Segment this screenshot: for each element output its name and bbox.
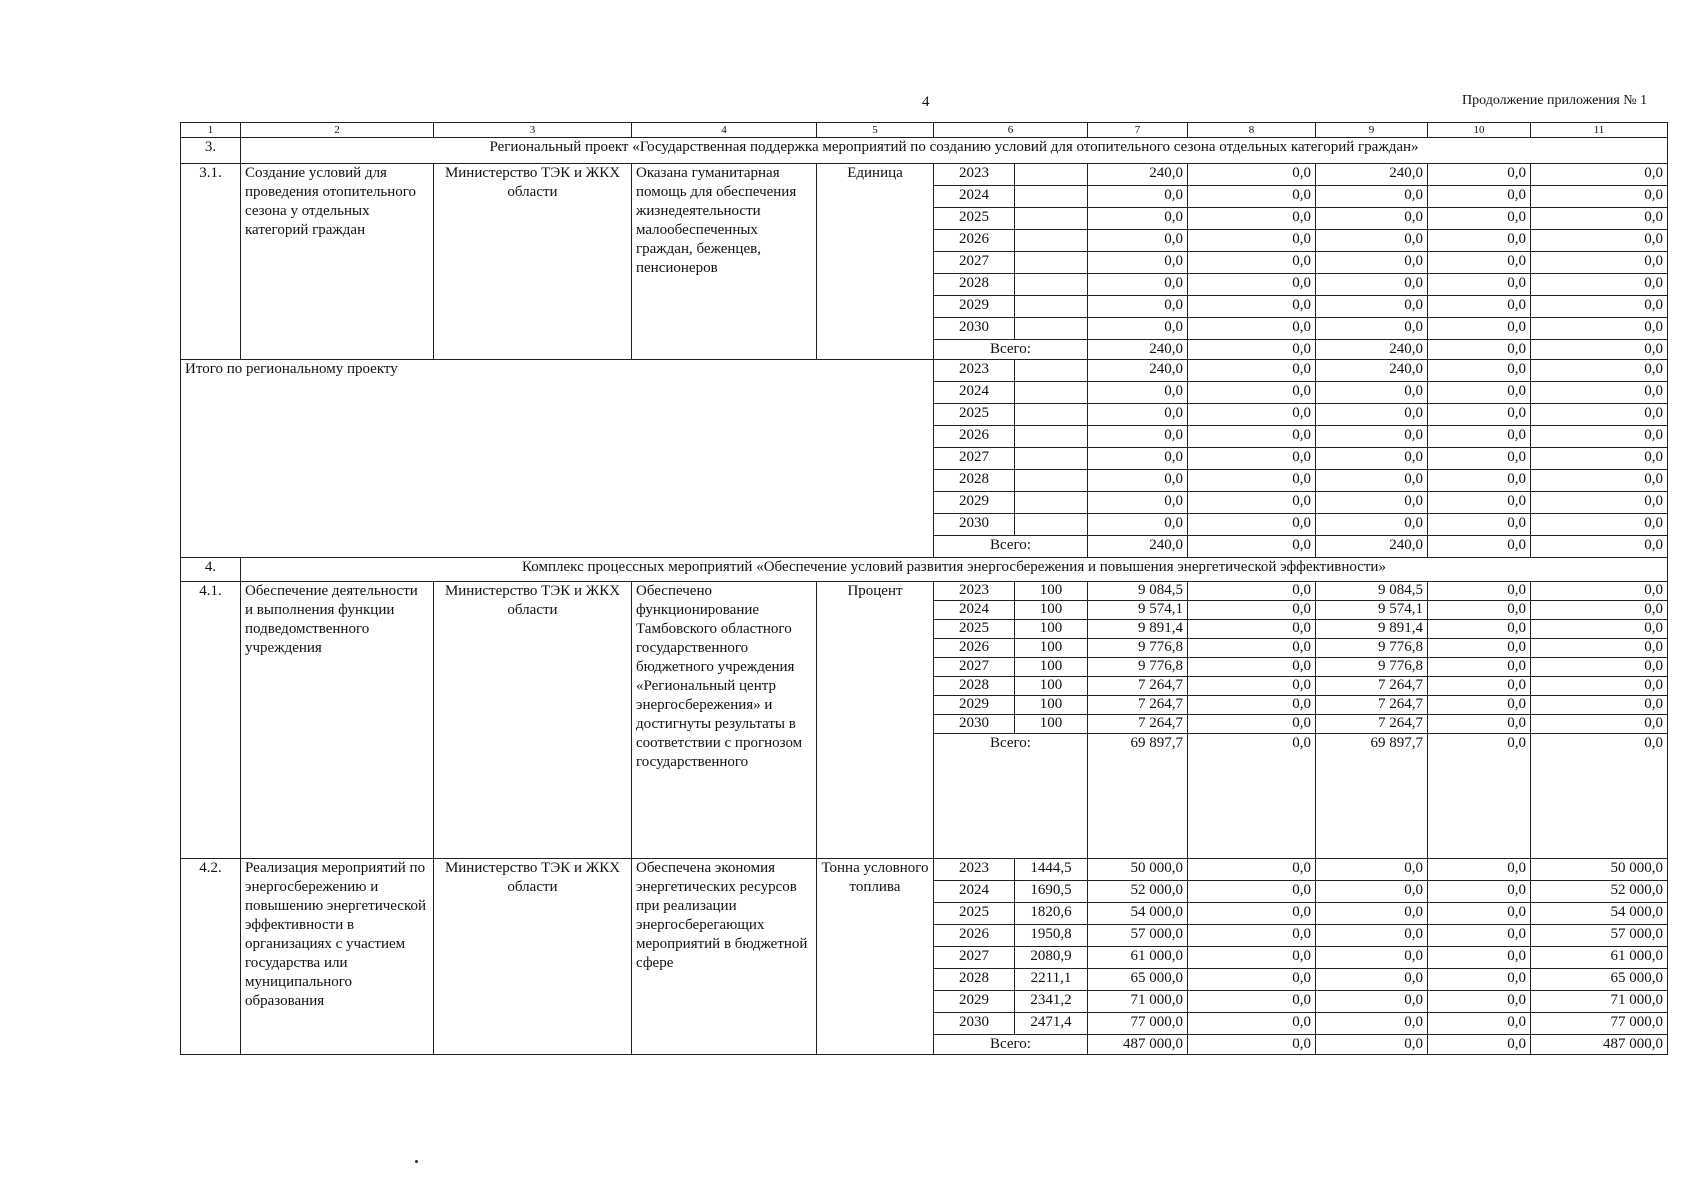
amount-cell: 7 264,7 <box>1088 696 1188 715</box>
item-executor: Министерство ТЭК и ЖКХ области <box>434 582 632 859</box>
amount-cell: 0,0 <box>1531 404 1668 426</box>
amount-cell: 0,0 <box>1428 903 1531 925</box>
amount-cell: 9 776,8 <box>1316 658 1428 677</box>
section-title: Региональный проект «Государственная поддержка мероприятий по созданию условий для отопительного сезона отдельных категорий граждан» <box>241 138 1668 164</box>
amount-cell: 0,0 <box>1428 448 1531 470</box>
amount-cell: 0,0 <box>1428 426 1531 448</box>
section-row <box>181 138 1668 164</box>
item-number: 4.1. <box>181 582 241 859</box>
amount-cell: 0,0 <box>1188 881 1316 903</box>
table-row <box>181 859 1668 881</box>
year-cell: 2028 <box>934 969 1015 991</box>
target-cell: 2080,9 <box>1015 947 1088 969</box>
amount-cell: 0,0 <box>1428 677 1531 696</box>
header-cell: 11 <box>1531 123 1668 138</box>
target-cell <box>1015 186 1088 208</box>
amount-cell: 0,0 <box>1316 969 1428 991</box>
year-cell: 2027 <box>934 448 1015 470</box>
amount-cell: 0,0 <box>1188 925 1316 947</box>
header-cell: 3 <box>434 123 632 138</box>
item-result: Оказана гуманитарная помощь для обеспечения жизнедеятельности малообеспеченных граждан, беженцев, пенсионеров <box>632 164 817 360</box>
amount-cell: 0,0 <box>1188 1013 1316 1035</box>
item-name: Создание условий для проведения отопительного сезона у отдельных категорий граждан <box>241 164 434 360</box>
amount-cell: 0,0 <box>1188 470 1316 492</box>
amount-cell: 7 264,7 <box>1088 677 1188 696</box>
amount-cell: 0,0 <box>1088 186 1188 208</box>
amount-cell: 0,0 <box>1428 620 1531 639</box>
amount-cell: 9 776,8 <box>1088 639 1188 658</box>
section-row <box>181 558 1668 582</box>
amount-cell: 71 000,0 <box>1531 991 1668 1013</box>
target-cell: 1820,6 <box>1015 903 1088 925</box>
amount-cell: 240,0 <box>1316 164 1428 186</box>
amount-cell: 0,0 <box>1188 492 1316 514</box>
amount-cell: 0,0 <box>1188 164 1316 186</box>
header-cell: 8 <box>1188 123 1316 138</box>
amount-cell: 0,0 <box>1531 274 1668 296</box>
total-amount: 0,0 <box>1428 1035 1531 1055</box>
amount-cell: 0,0 <box>1088 208 1188 230</box>
amount-cell: 0,0 <box>1531 382 1668 404</box>
target-cell: 100 <box>1015 677 1088 696</box>
amount-cell: 0,0 <box>1316 296 1428 318</box>
section-title: Комплекс процессных мероприятий «Обеспечение условий развития энергосбережения и повышения энергетической эффективности» <box>241 558 1668 582</box>
amount-cell: 0,0 <box>1188 601 1316 620</box>
year-cell: 2030 <box>934 715 1015 734</box>
amount-cell: 240,0 <box>1088 164 1188 186</box>
amount-cell: 9 084,5 <box>1316 582 1428 601</box>
total-amount: 0,0 <box>1188 340 1316 360</box>
regional-total-label: Итого по региональному проекту <box>181 360 934 558</box>
header-cell: 5 <box>817 123 934 138</box>
header-cell: 9 <box>1316 123 1428 138</box>
amount-cell: 9 084,5 <box>1088 582 1188 601</box>
item-result: Обеспечено функционирование Тамбовского областного государственного бюджетного учреждения «Региональный центр энергосбережения» и достигнуты результаты в соответствии с прогнозом государственного <box>632 582 817 859</box>
target-cell: 2211,1 <box>1015 969 1088 991</box>
amount-cell: 61 000,0 <box>1088 947 1188 969</box>
target-cell: 100 <box>1015 601 1088 620</box>
amount-cell: 0,0 <box>1428 715 1531 734</box>
item-result: Обеспечена экономия энергетических ресурсов при реализации энергосберегающих мероприятий в бюджетной сфере <box>632 859 817 1055</box>
amount-cell: 0,0 <box>1316 404 1428 426</box>
amount-cell: 0,0 <box>1188 426 1316 448</box>
section-number: 3. <box>181 138 241 164</box>
amount-cell: 0,0 <box>1088 318 1188 340</box>
amount-cell: 0,0 <box>1428 696 1531 715</box>
amount-cell: 0,0 <box>1188 252 1316 274</box>
year-cell: 2029 <box>934 991 1015 1013</box>
year-cell: 2023 <box>934 164 1015 186</box>
amount-cell: 0,0 <box>1188 639 1316 658</box>
amount-cell: 0,0 <box>1531 492 1668 514</box>
amount-cell: 0,0 <box>1531 658 1668 677</box>
target-cell <box>1015 252 1088 274</box>
year-cell: 2023 <box>934 360 1015 382</box>
amount-cell: 50 000,0 <box>1088 859 1188 881</box>
target-cell: 1444,5 <box>1015 859 1088 881</box>
amount-cell: 0,0 <box>1316 925 1428 947</box>
amount-cell: 9 891,4 <box>1316 620 1428 639</box>
year-cell: 2026 <box>934 639 1015 658</box>
target-cell <box>1015 318 1088 340</box>
year-cell: 2025 <box>934 404 1015 426</box>
amount-cell: 7 264,7 <box>1316 677 1428 696</box>
financing-table <box>180 122 1668 1055</box>
amount-cell: 0,0 <box>1428 208 1531 230</box>
total-label: Всего: <box>934 340 1088 360</box>
amount-cell: 0,0 <box>1188 296 1316 318</box>
amount-cell: 0,0 <box>1316 186 1428 208</box>
amount-cell: 71 000,0 <box>1088 991 1188 1013</box>
item-name: Обеспечение деятельности и выполнения функции подведомственного учреждения <box>241 582 434 859</box>
year-cell: 2030 <box>934 318 1015 340</box>
continuation-note: Продолжение приложения № 1 <box>1462 93 1648 108</box>
amount-cell: 0,0 <box>1428 947 1531 969</box>
amount-cell: 0,0 <box>1428 164 1531 186</box>
section-number: 4. <box>181 558 241 582</box>
amount-cell: 0,0 <box>1316 881 1428 903</box>
amount-cell: 57 000,0 <box>1088 925 1188 947</box>
amount-cell: 0,0 <box>1531 677 1668 696</box>
amount-cell: 0,0 <box>1316 1013 1428 1035</box>
amount-cell: 0,0 <box>1188 903 1316 925</box>
amount-cell: 57 000,0 <box>1531 925 1668 947</box>
target-cell <box>1015 492 1088 514</box>
amount-cell: 0,0 <box>1531 514 1668 536</box>
amount-cell: 0,0 <box>1316 470 1428 492</box>
target-cell <box>1015 360 1088 382</box>
amount-cell: 9 891,4 <box>1088 620 1188 639</box>
total-amount: 0,0 <box>1531 536 1668 558</box>
year-cell: 2026 <box>934 925 1015 947</box>
table-row <box>181 360 1668 382</box>
amount-cell: 0,0 <box>1188 658 1316 677</box>
amount-cell: 0,0 <box>1188 514 1316 536</box>
target-cell: 2341,2 <box>1015 991 1088 1013</box>
target-cell <box>1015 514 1088 536</box>
amount-cell: 240,0 <box>1088 360 1188 382</box>
page-number: 4 <box>922 94 930 110</box>
item-unit: Единица <box>817 164 934 360</box>
amount-cell: 0,0 <box>1531 620 1668 639</box>
amount-cell: 0,0 <box>1088 470 1188 492</box>
total-amount: 0,0 <box>1428 734 1531 859</box>
amount-cell: 9 776,8 <box>1316 639 1428 658</box>
year-cell: 2027 <box>934 252 1015 274</box>
total-label: Всего: <box>934 536 1088 558</box>
amount-cell: 0,0 <box>1531 582 1668 601</box>
amount-cell: 0,0 <box>1428 360 1531 382</box>
target-cell: 1950,8 <box>1015 925 1088 947</box>
year-cell: 2024 <box>934 382 1015 404</box>
amount-cell: 0,0 <box>1316 208 1428 230</box>
amount-cell: 0,0 <box>1188 582 1316 601</box>
year-cell: 2025 <box>934 620 1015 639</box>
scan-speck <box>415 1160 418 1163</box>
total-label: Всего: <box>934 734 1088 859</box>
total-amount: 0,0 <box>1531 340 1668 360</box>
amount-cell: 0,0 <box>1188 318 1316 340</box>
amount-cell: 0,0 <box>1316 492 1428 514</box>
amount-cell: 0,0 <box>1531 601 1668 620</box>
amount-cell: 52 000,0 <box>1088 881 1188 903</box>
amount-cell: 0,0 <box>1088 448 1188 470</box>
amount-cell: 0,0 <box>1531 252 1668 274</box>
amount-cell: 0,0 <box>1088 382 1188 404</box>
total-amount: 0,0 <box>1188 536 1316 558</box>
amount-cell: 0,0 <box>1316 230 1428 252</box>
amount-cell: 0,0 <box>1088 296 1188 318</box>
amount-cell: 7 264,7 <box>1316 696 1428 715</box>
amount-cell: 0,0 <box>1088 230 1188 252</box>
amount-cell: 9 776,8 <box>1088 658 1188 677</box>
target-cell: 100 <box>1015 639 1088 658</box>
year-cell: 2029 <box>934 296 1015 318</box>
amount-cell: 0,0 <box>1188 208 1316 230</box>
target-cell <box>1015 470 1088 492</box>
item-number: 4.2. <box>181 859 241 1055</box>
total-amount: 487 000,0 <box>1531 1035 1668 1055</box>
year-cell: 2029 <box>934 492 1015 514</box>
year-cell: 2028 <box>934 470 1015 492</box>
target-cell: 2471,4 <box>1015 1013 1088 1035</box>
amount-cell: 0,0 <box>1428 658 1531 677</box>
year-cell: 2026 <box>934 426 1015 448</box>
amount-cell: 65 000,0 <box>1088 969 1188 991</box>
amount-cell: 0,0 <box>1188 382 1316 404</box>
amount-cell: 0,0 <box>1428 186 1531 208</box>
year-cell: 2029 <box>934 696 1015 715</box>
amount-cell: 54 000,0 <box>1531 903 1668 925</box>
amount-cell: 0,0 <box>1188 448 1316 470</box>
year-cell: 2026 <box>934 230 1015 252</box>
target-cell <box>1015 208 1088 230</box>
target-cell: 100 <box>1015 696 1088 715</box>
amount-cell: 0,0 <box>1316 514 1428 536</box>
total-label: Всего: <box>934 1035 1088 1055</box>
total-amount: 69 897,7 <box>1316 734 1428 859</box>
year-cell: 2024 <box>934 186 1015 208</box>
header-cell: 1 <box>181 123 241 138</box>
year-cell: 2027 <box>934 658 1015 677</box>
amount-cell: 0,0 <box>1428 492 1531 514</box>
item-executor: Министерство ТЭК и ЖКХ области <box>434 164 632 360</box>
amount-cell: 0,0 <box>1188 677 1316 696</box>
amount-cell: 0,0 <box>1188 715 1316 734</box>
header-cell: 10 <box>1428 123 1531 138</box>
target-cell: 100 <box>1015 658 1088 677</box>
target-cell <box>1015 448 1088 470</box>
amount-cell: 65 000,0 <box>1531 969 1668 991</box>
year-cell: 2024 <box>934 881 1015 903</box>
amount-cell: 0,0 <box>1428 470 1531 492</box>
amount-cell: 0,0 <box>1428 925 1531 947</box>
header-cell: 6 <box>934 123 1088 138</box>
amount-cell: 0,0 <box>1428 881 1531 903</box>
amount-cell: 0,0 <box>1531 696 1668 715</box>
amount-cell: 0,0 <box>1531 186 1668 208</box>
amount-cell: 0,0 <box>1428 1013 1531 1035</box>
header-cell: 7 <box>1088 123 1188 138</box>
amount-cell: 0,0 <box>1428 639 1531 658</box>
header-cell: 2 <box>241 123 434 138</box>
amount-cell: 0,0 <box>1188 947 1316 969</box>
total-amount: 0,0 <box>1428 536 1531 558</box>
amount-cell: 0,0 <box>1088 274 1188 296</box>
year-cell: 2030 <box>934 514 1015 536</box>
amount-cell: 0,0 <box>1188 696 1316 715</box>
amount-cell: 0,0 <box>1188 404 1316 426</box>
table-row <box>181 582 1668 601</box>
year-cell: 2025 <box>934 208 1015 230</box>
amount-cell: 0,0 <box>1531 448 1668 470</box>
amount-cell: 77 000,0 <box>1531 1013 1668 1035</box>
amount-cell: 0,0 <box>1316 859 1428 881</box>
amount-cell: 9 574,1 <box>1316 601 1428 620</box>
amount-cell: 0,0 <box>1531 230 1668 252</box>
year-cell: 2028 <box>934 677 1015 696</box>
table-row <box>181 164 1668 186</box>
target-cell <box>1015 164 1088 186</box>
amount-cell: 0,0 <box>1088 426 1188 448</box>
target-cell: 100 <box>1015 620 1088 639</box>
amount-cell: 0,0 <box>1531 318 1668 340</box>
amount-cell: 0,0 <box>1188 620 1316 639</box>
amount-cell: 0,0 <box>1531 470 1668 492</box>
target-cell: 1690,5 <box>1015 881 1088 903</box>
amount-cell: 9 574,1 <box>1088 601 1188 620</box>
table-body <box>181 123 1668 1055</box>
year-cell: 2025 <box>934 903 1015 925</box>
total-amount: 240,0 <box>1316 340 1428 360</box>
amount-cell: 0,0 <box>1316 318 1428 340</box>
item-name: Реализация мероприятий по энергосбережению и повышению энергетической эффективности в организациях с участием государства или муниципального образования <box>241 859 434 1055</box>
total-amount: 69 897,7 <box>1088 734 1188 859</box>
amount-cell: 50 000,0 <box>1531 859 1668 881</box>
amount-cell: 0,0 <box>1188 969 1316 991</box>
amount-cell: 0,0 <box>1088 492 1188 514</box>
total-amount: 0,0 <box>1531 734 1668 859</box>
amount-cell: 0,0 <box>1316 448 1428 470</box>
amount-cell: 0,0 <box>1428 382 1531 404</box>
target-cell <box>1015 274 1088 296</box>
target-cell <box>1015 382 1088 404</box>
amount-cell: 0,0 <box>1188 230 1316 252</box>
amount-cell: 0,0 <box>1428 969 1531 991</box>
amount-cell: 0,0 <box>1316 991 1428 1013</box>
amount-cell: 0,0 <box>1316 903 1428 925</box>
total-amount: 240,0 <box>1316 536 1428 558</box>
amount-cell: 0,0 <box>1316 947 1428 969</box>
amount-cell: 0,0 <box>1316 382 1428 404</box>
amount-cell: 7 264,7 <box>1316 715 1428 734</box>
target-cell <box>1015 296 1088 318</box>
total-amount: 240,0 <box>1088 536 1188 558</box>
amount-cell: 0,0 <box>1188 360 1316 382</box>
amount-cell: 0,0 <box>1531 208 1668 230</box>
target-cell <box>1015 230 1088 252</box>
amount-cell: 0,0 <box>1088 404 1188 426</box>
amount-cell: 0,0 <box>1428 991 1531 1013</box>
amount-cell: 0,0 <box>1188 186 1316 208</box>
total-amount: 0,0 <box>1188 734 1316 859</box>
amount-cell: 0,0 <box>1188 274 1316 296</box>
amount-cell: 0,0 <box>1428 274 1531 296</box>
target-cell <box>1015 426 1088 448</box>
amount-cell: 77 000,0 <box>1088 1013 1188 1035</box>
item-unit: Тонна условного топлива <box>817 859 934 1055</box>
amount-cell: 0,0 <box>1531 639 1668 658</box>
target-cell <box>1015 404 1088 426</box>
amount-cell: 0,0 <box>1088 252 1188 274</box>
year-cell: 2023 <box>934 582 1015 601</box>
year-cell: 2023 <box>934 859 1015 881</box>
amount-cell: 0,0 <box>1531 164 1668 186</box>
year-cell: 2024 <box>934 601 1015 620</box>
amount-cell: 0,0 <box>1428 582 1531 601</box>
amount-cell: 7 264,7 <box>1088 715 1188 734</box>
amount-cell: 0,0 <box>1531 296 1668 318</box>
amount-cell: 0,0 <box>1428 404 1531 426</box>
target-cell: 100 <box>1015 582 1088 601</box>
amount-cell: 54 000,0 <box>1088 903 1188 925</box>
amount-cell: 0,0 <box>1428 252 1531 274</box>
amount-cell: 0,0 <box>1531 360 1668 382</box>
amount-cell: 0,0 <box>1428 514 1531 536</box>
total-amount: 487 000,0 <box>1088 1035 1188 1055</box>
total-amount: 240,0 <box>1088 340 1188 360</box>
item-unit: Процент <box>817 582 934 859</box>
total-amount: 0,0 <box>1188 1035 1316 1055</box>
amount-cell: 240,0 <box>1316 360 1428 382</box>
item-executor: Министерство ТЭК и ЖКХ области <box>434 859 632 1055</box>
amount-cell: 0,0 <box>1316 252 1428 274</box>
year-cell: 2027 <box>934 947 1015 969</box>
amount-cell: 0,0 <box>1428 296 1531 318</box>
amount-cell: 0,0 <box>1088 514 1188 536</box>
amount-cell: 52 000,0 <box>1531 881 1668 903</box>
amount-cell: 0,0 <box>1428 859 1531 881</box>
header-cell: 4 <box>632 123 817 138</box>
amount-cell: 0,0 <box>1531 426 1668 448</box>
amount-cell: 0,0 <box>1531 715 1668 734</box>
amount-cell: 61 000,0 <box>1531 947 1668 969</box>
amount-cell: 0,0 <box>1316 274 1428 296</box>
total-amount: 0,0 <box>1428 340 1531 360</box>
year-cell: 2030 <box>934 1013 1015 1035</box>
total-amount: 0,0 <box>1316 1035 1428 1055</box>
amount-cell: 0,0 <box>1428 601 1531 620</box>
amount-cell: 0,0 <box>1428 318 1531 340</box>
item-number: 3.1. <box>181 164 241 360</box>
header-row <box>181 123 1668 138</box>
amount-cell: 0,0 <box>1188 859 1316 881</box>
year-cell: 2028 <box>934 274 1015 296</box>
amount-cell: 0,0 <box>1316 426 1428 448</box>
amount-cell: 0,0 <box>1188 991 1316 1013</box>
target-cell: 100 <box>1015 715 1088 734</box>
amount-cell: 0,0 <box>1428 230 1531 252</box>
